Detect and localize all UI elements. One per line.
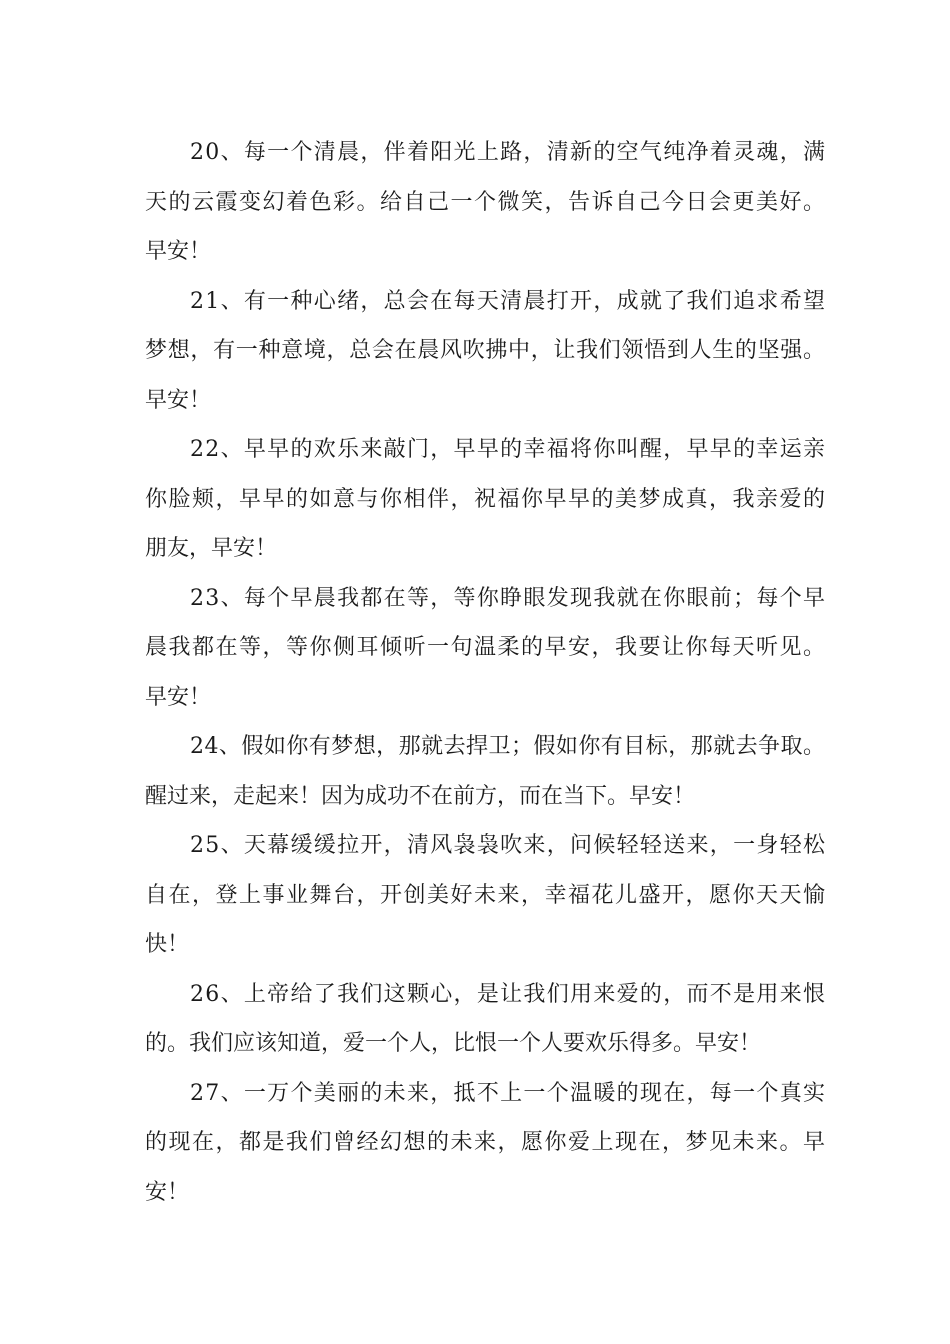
paragraph-line: 20、每一个清晨，伴着阳光上路，清新的空气纯净着灵魂，满 bbox=[190, 140, 827, 165]
paragraph-line: 27、一万个美丽的未来，抵不上一个温暖的现在，每一个真实 bbox=[190, 1080, 827, 1106]
paragraph-line: 早安！ bbox=[145, 387, 212, 413]
paragraph bbox=[145, 574, 825, 723]
paragraph-line: 的现在，都是我们曾经幻想的未来，愿你爱上现在，梦见未来。早 bbox=[145, 1130, 827, 1155]
paragraph bbox=[145, 821, 825, 970]
paragraph bbox=[145, 425, 825, 574]
paragraph-line: 晨我都在等，等你侧耳倾听一句温柔的早安，我要让你每天听见。 bbox=[145, 635, 827, 660]
paragraph-line: 早安！ bbox=[145, 239, 212, 264]
paragraph bbox=[145, 277, 825, 426]
paragraph-line: 25、天幕缓缓拉开，清风袅袅吹来，问候轻轻送来，一身轻松 bbox=[190, 833, 827, 858]
paragraph bbox=[145, 1069, 825, 1218]
paragraph bbox=[145, 722, 825, 821]
paragraph bbox=[145, 970, 825, 1069]
paragraph-line: 23、每个早晨我都在等，等你睁眼发现我就在你眼前；每个早 bbox=[190, 585, 827, 611]
paragraph-line: 朋友，早安！ bbox=[145, 536, 278, 561]
paragraph-line: 安！ bbox=[145, 1179, 190, 1205]
paragraph-line: 自在，登上事业舞台，开创美好未来，幸福花儿盛开，愿你天天愉 bbox=[145, 882, 827, 908]
paragraph-line: 快！ bbox=[145, 932, 190, 957]
paragraph-line: 22、早早的欢乐来敲门，早早的幸福将你叫醒，早早的幸运亲 bbox=[190, 437, 827, 462]
paragraph-line: 的。我们应该知道，爱一个人，比恨一个人要欢乐得多。早安！ bbox=[145, 1031, 762, 1056]
document-body bbox=[145, 128, 825, 1217]
paragraph-line: 天的云霞变幻着色彩。给自己一个微笑，告诉自己今日会更美好。 bbox=[145, 189, 827, 215]
paragraph-line: 早安！ bbox=[145, 684, 212, 710]
paragraph-line: 24、假如你有梦想，那就去捍卫；假如你有目标，那就去争取。 bbox=[190, 734, 826, 759]
paragraph-line: 26、上帝给了我们这颗心，是让我们用来爱的，而不是用来恨 bbox=[190, 981, 827, 1007]
paragraph bbox=[145, 128, 825, 277]
paragraph-line: 21、有一种心绪，总会在每天清晨打开，成就了我们追求希望 bbox=[190, 288, 827, 314]
paragraph-line: 梦想，有一种意境，总会在晨风吹拂中，让我们领悟到人生的坚强。 bbox=[145, 338, 826, 363]
paragraph-line: 醒过来，走起来！因为成功不在前方，而在当下。早安！ bbox=[145, 783, 696, 809]
paragraph-line: 你脸颊，早早的如意与你相伴，祝福你早早的美梦成真，我亲爱的 bbox=[145, 486, 827, 512]
